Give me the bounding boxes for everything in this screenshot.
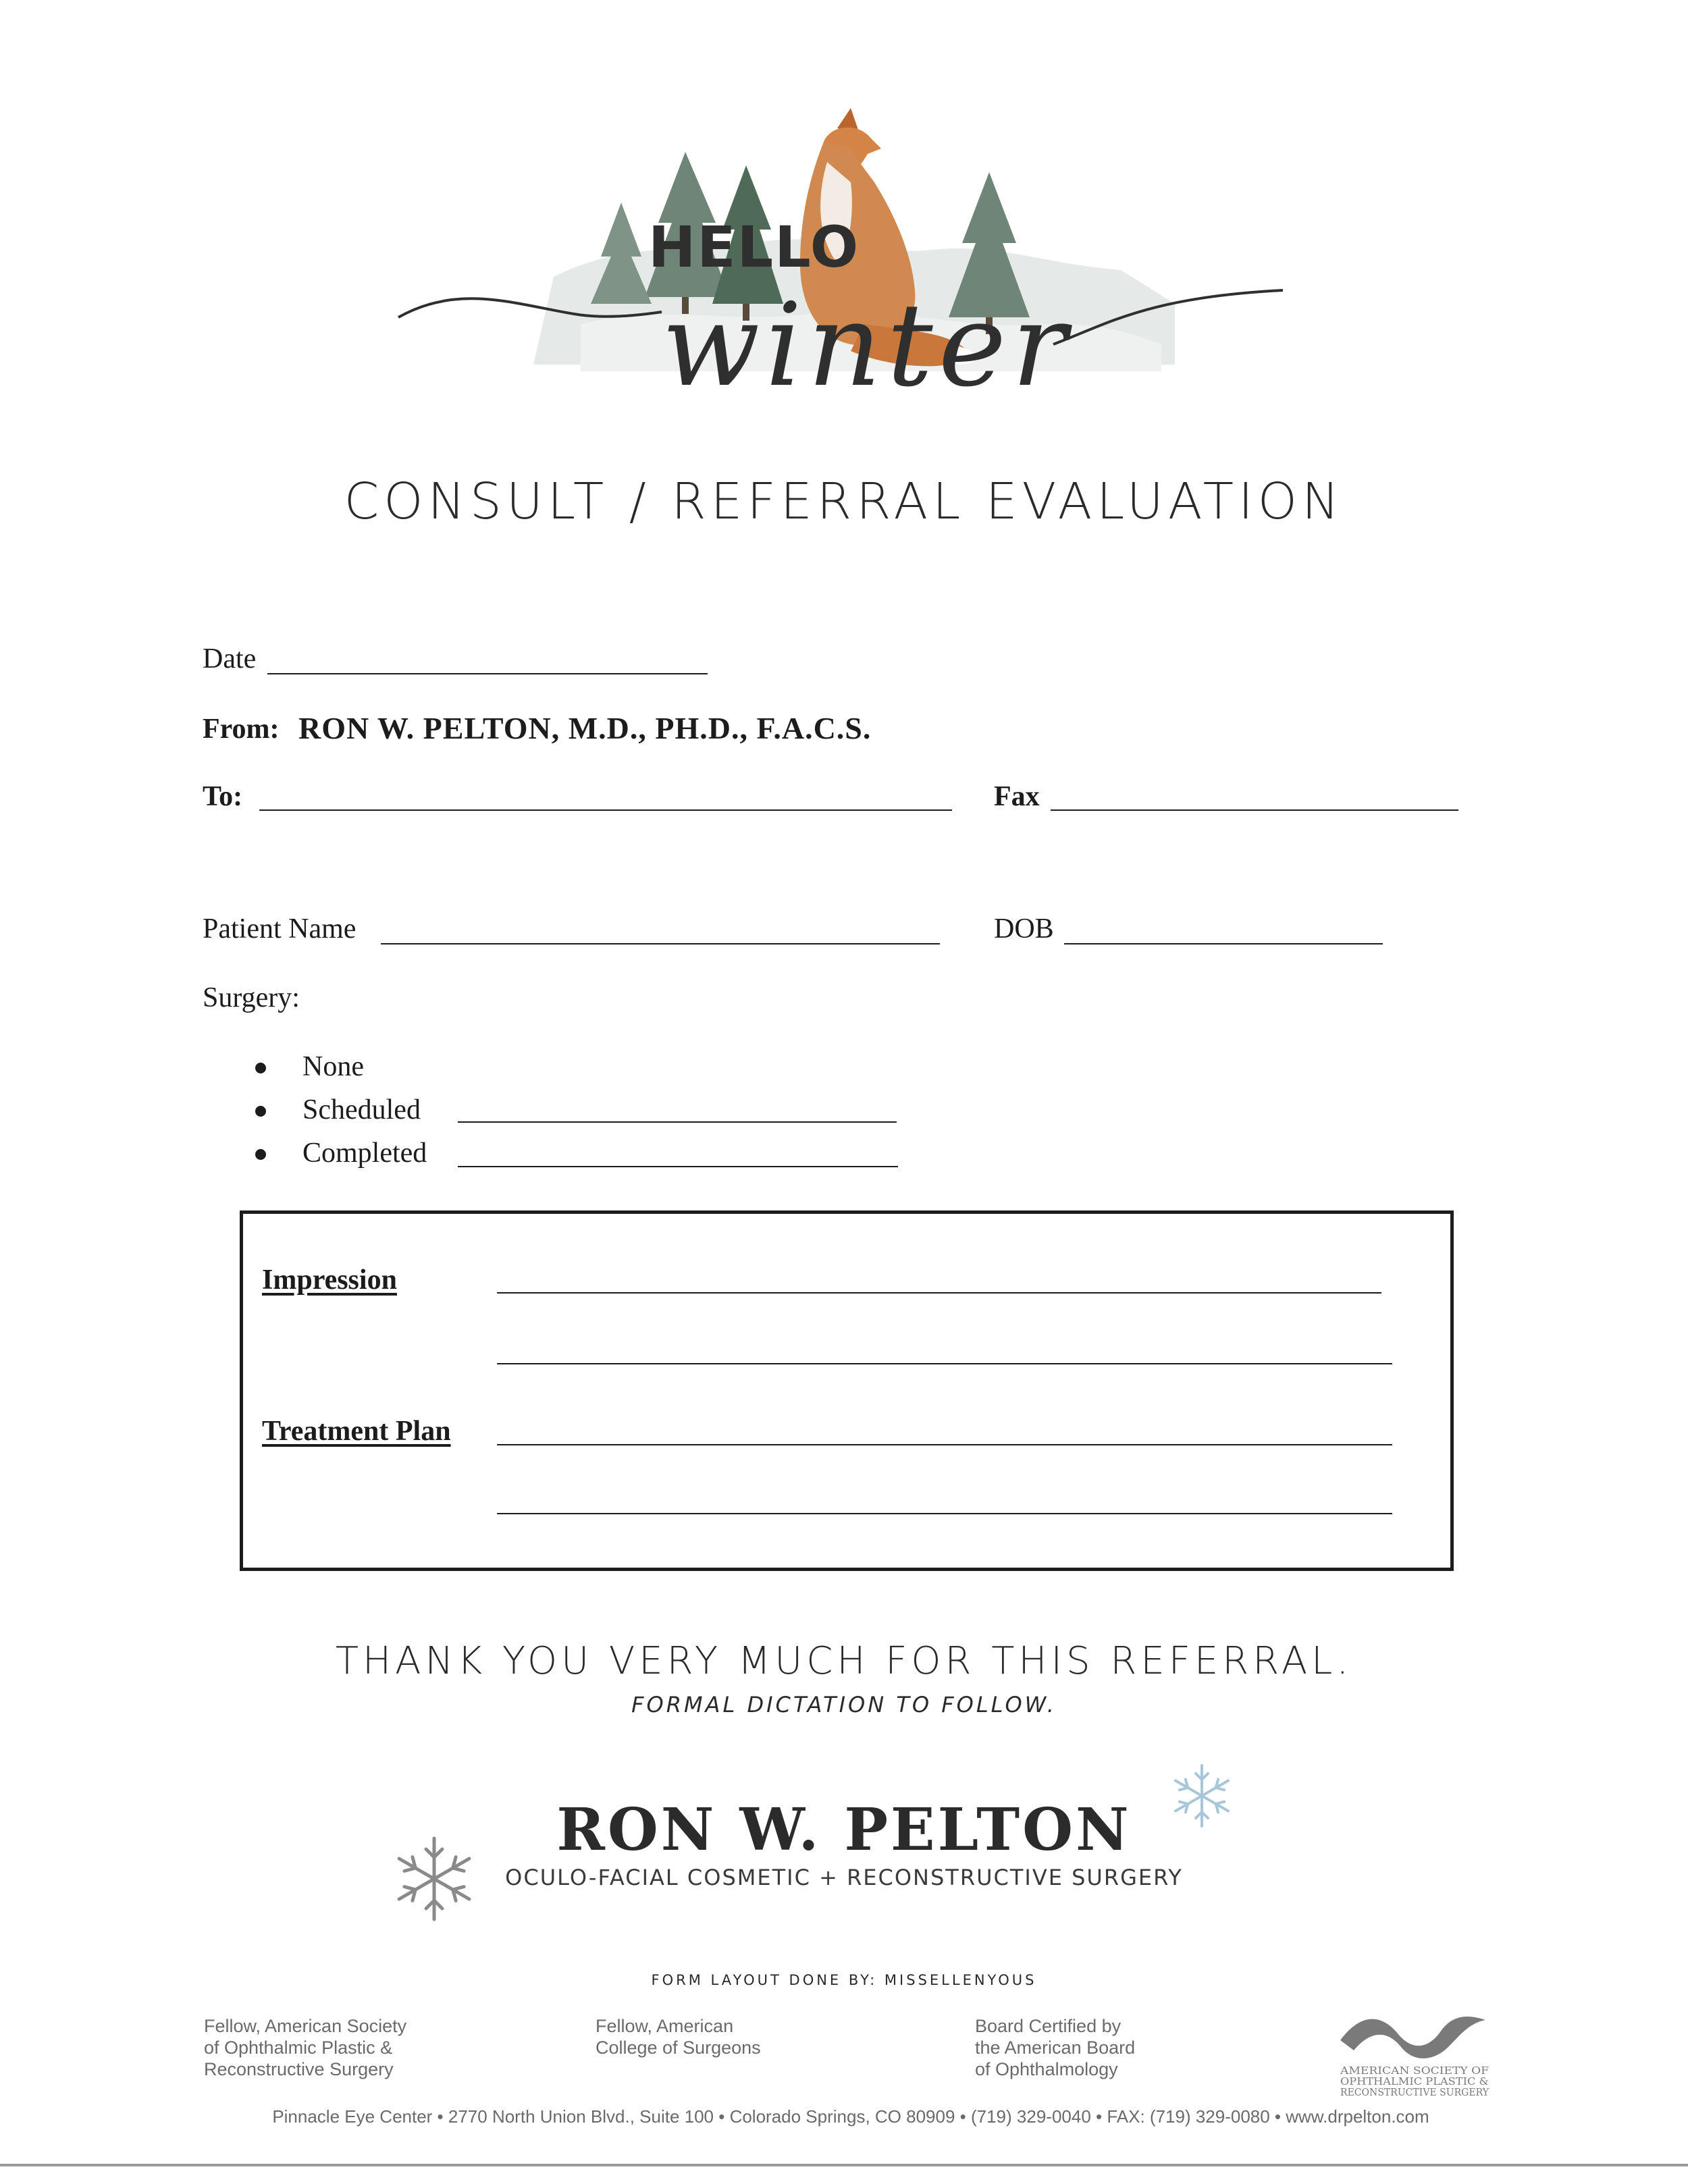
bullet-icon bbox=[255, 1063, 266, 1073]
scheduled-date-field[interactable] bbox=[458, 1121, 897, 1123]
footer-address: Pinnacle Eye Center • 2770 North Union Blvd., Suite 100 • Colorado Springs, CO 80909 • (719) 329-0040 • FAX: (719) 329-0080 • www.drpelton.com bbox=[272, 2106, 1429, 2127]
completed-date-field[interactable] bbox=[458, 1166, 898, 1167]
surgery-option-scheduled[interactable]: Scheduled bbox=[302, 1094, 421, 1125]
impression-label: Impression bbox=[262, 1264, 397, 1296]
patient-name-label: Patient Name bbox=[203, 913, 357, 944]
credential-abo: Board Certified by the American Board of Ophthalmology bbox=[975, 2016, 1136, 2079]
dob-field[interactable] bbox=[1064, 943, 1383, 944]
surgery-option-completed[interactable]: Completed bbox=[302, 1138, 427, 1169]
brand-tagline: OCULO-FACIAL COSMETIC + RECONSTRUCTIVE SURGERY bbox=[505, 1865, 1183, 1890]
to-field[interactable] bbox=[259, 809, 952, 811]
surgery-label: Surgery: bbox=[203, 982, 300, 1013]
treatment-plan-label: Treatment Plan bbox=[262, 1416, 451, 1447]
svg-text:RECONSTRUCTIVE SURGERY: RECONSTRUCTIVE SURGERY bbox=[1340, 2086, 1490, 2098]
page-title: CONSULT / REFERRAL EVALUATION bbox=[344, 473, 1344, 531]
from-value: RON W. PELTON, M.D., PH.D., F.A.C.S. bbox=[298, 711, 872, 745]
patient-name-field[interactable] bbox=[381, 943, 940, 944]
thank-you-message: THANK YOU VERY MUCH FOR THIS REFERRAL. bbox=[335, 1639, 1353, 1683]
credential-asoprs: Fellow, American Society of Ophthalmic Plastic & Reconstructive Surgery bbox=[204, 2016, 407, 2079]
treatment-line-1[interactable] bbox=[497, 1444, 1392, 1445]
svg-text:AMERICAN SOCIETY OF: AMERICAN SOCIETY OF bbox=[1339, 2065, 1489, 2077]
from-label: From: bbox=[203, 714, 280, 745]
dictation-note: FORMAL DICTATION TO FOLLOW. bbox=[631, 1692, 1057, 1717]
fax-label: Fax bbox=[994, 781, 1040, 812]
bottom-rule bbox=[0, 2164, 1688, 2166]
impression-line-2[interactable] bbox=[497, 1363, 1392, 1364]
treatment-line-2[interactable] bbox=[497, 1513, 1392, 1514]
asoprs-logo-icon bbox=[1334, 2000, 1496, 2101]
dob-label: DOB bbox=[994, 913, 1054, 944]
winter-script-text: winter bbox=[662, 279, 1072, 412]
svg-text:OPHTHALMIC PLASTIC &: OPHTHALMIC PLASTIC & bbox=[1340, 2075, 1489, 2087]
date-field[interactable] bbox=[267, 673, 708, 674]
hello-text: HELLO bbox=[648, 214, 860, 280]
surgery-option-none[interactable]: None bbox=[302, 1051, 364, 1082]
impression-line-1[interactable] bbox=[497, 1292, 1381, 1294]
to-label: To: bbox=[203, 781, 243, 812]
bullet-icon bbox=[255, 1149, 266, 1160]
form-credit: FORM LAYOUT DONE BY: MISSELLENYOUS bbox=[651, 1972, 1037, 1988]
brand-name: RON W. PELTON bbox=[556, 1796, 1132, 1864]
evaluation-box bbox=[240, 1210, 1454, 1571]
date-label: Date bbox=[203, 643, 257, 674]
hello-winter-illustration bbox=[378, 101, 1310, 419]
bullet-icon bbox=[255, 1106, 266, 1117]
snowflake-icon bbox=[390, 1835, 478, 1923]
fax-field[interactable] bbox=[1051, 809, 1458, 811]
credential-acs: Fellow, American College of Surgeons bbox=[596, 2016, 761, 2058]
